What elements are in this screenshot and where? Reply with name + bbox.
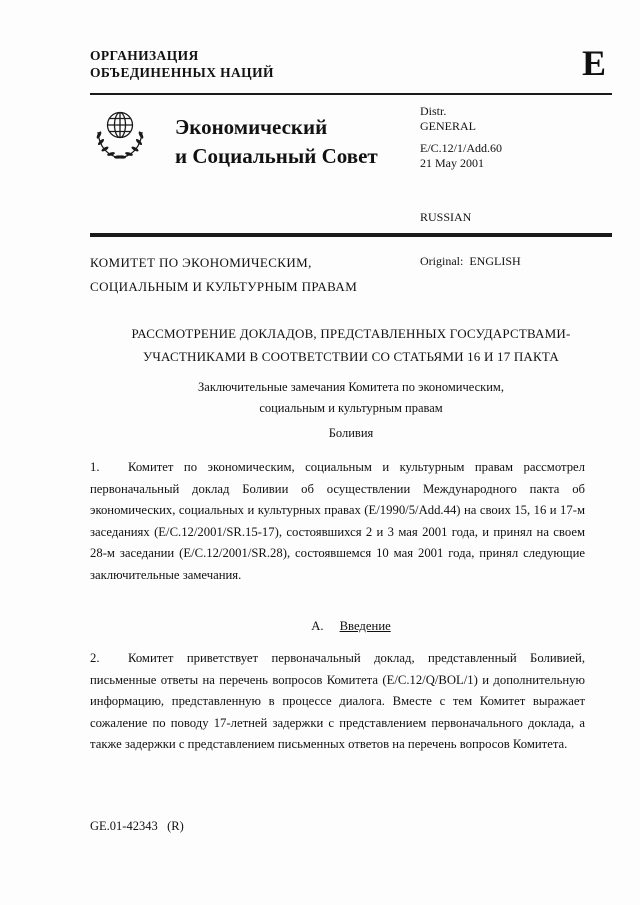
council-title (175, 113, 378, 171)
report-subtitle-line1: Заключительные замечания Комитета по экономическим, (198, 380, 504, 394)
symbol-block (420, 141, 502, 170)
paragraph-2-text: Комитет приветствует первоначальный доклад, представленный Боливией, письменные ответы на перечень вопросов Комитета (E/C.12/Q/BOL/1) и дополнительную информацию, представленную в процессе диалога. Вместе с тем Комитет выражает сожаление по поводу 17-летней задержки с представлением первоначального доклада, а также задержки с представлением письменных ответов на перечень вопросов Комитета. (90, 651, 585, 752)
country-name: Боливия (328, 426, 374, 440)
committee-name (90, 251, 357, 298)
org-name-line2: ОБЪЕДИНЕННЫХ НАЦИЙ (90, 65, 274, 80)
header-rule (90, 93, 612, 95)
report-subtitle-line2: социальным и культурным правам (259, 401, 443, 415)
document-date: 21 May 2001 (420, 155, 484, 170)
paragraph-1-text: Комитет по экономическим, социальным и культурным правам рассмотрел первоначальный доклад Боливии об осуществлении Международного пакта об экономических, социальных и культурных правах (E/1990/5/Add.44) на своих 15, 16 и 17-м заседаниях (E/C.12/2001/SR.15-17), состоявшихся 2 и 3 мая 2001 года, и принял на своем 28-м заседании (E/C.12/2001/SR.28), состоявшемся 10 мая 2001 года, принял следующие заключительные замечания. (90, 460, 585, 582)
un-emblem-icon (92, 101, 148, 168)
footer-reference: GE.01-42343 (R) (90, 819, 184, 833)
committee-name-line2: СОЦИАЛЬНЫМ И КУЛЬТУРНЫМ ПРАВАМ (90, 278, 358, 294)
document-series-letter: E (582, 43, 607, 83)
committee-name-line1: КОМИТЕТ ПО ЭКОНОМИЧЕСКИМ, (90, 255, 312, 270)
distribution-block (420, 104, 476, 133)
distr-value: GENERAL (420, 118, 476, 133)
section-heading (90, 619, 612, 634)
section-label: А. (311, 619, 324, 633)
paragraph-2 (90, 648, 585, 756)
masthead-rule (90, 233, 612, 237)
report-title (90, 322, 612, 368)
council-title-line1: Экономический (175, 115, 328, 139)
council-title-line2: и Социальный Совет (175, 144, 378, 168)
paragraph-1 (90, 457, 585, 587)
language-block (420, 181, 521, 297)
report-title-line2: УЧАСТНИКАМИ В СООТВЕТСТВИИ СО СТАТЬЯМИ 16 И 17 ПАКТА (143, 349, 559, 364)
org-name-block (90, 47, 274, 81)
org-name-line1: ОРГАНИЗАЦИЯ (90, 48, 199, 63)
distr-label: Distr. (420, 104, 447, 118)
original-language: Original: ENGLISH (420, 253, 521, 268)
document-language: RUSSIAN (420, 210, 472, 224)
paragraph-1-number: 1. (90, 460, 100, 474)
section-title: Введение (339, 619, 391, 633)
document-symbol: E/C.12/1/Add.60 (420, 141, 503, 155)
paragraph-2-number: 2. (90, 651, 100, 665)
report-title-line1: РАССМОТРЕНИЕ ДОКЛАДОВ, ПРЕДСТАВЛЕННЫХ ГОСУДАРСТВАМИ- (131, 326, 571, 341)
report-subtitle (90, 377, 612, 419)
